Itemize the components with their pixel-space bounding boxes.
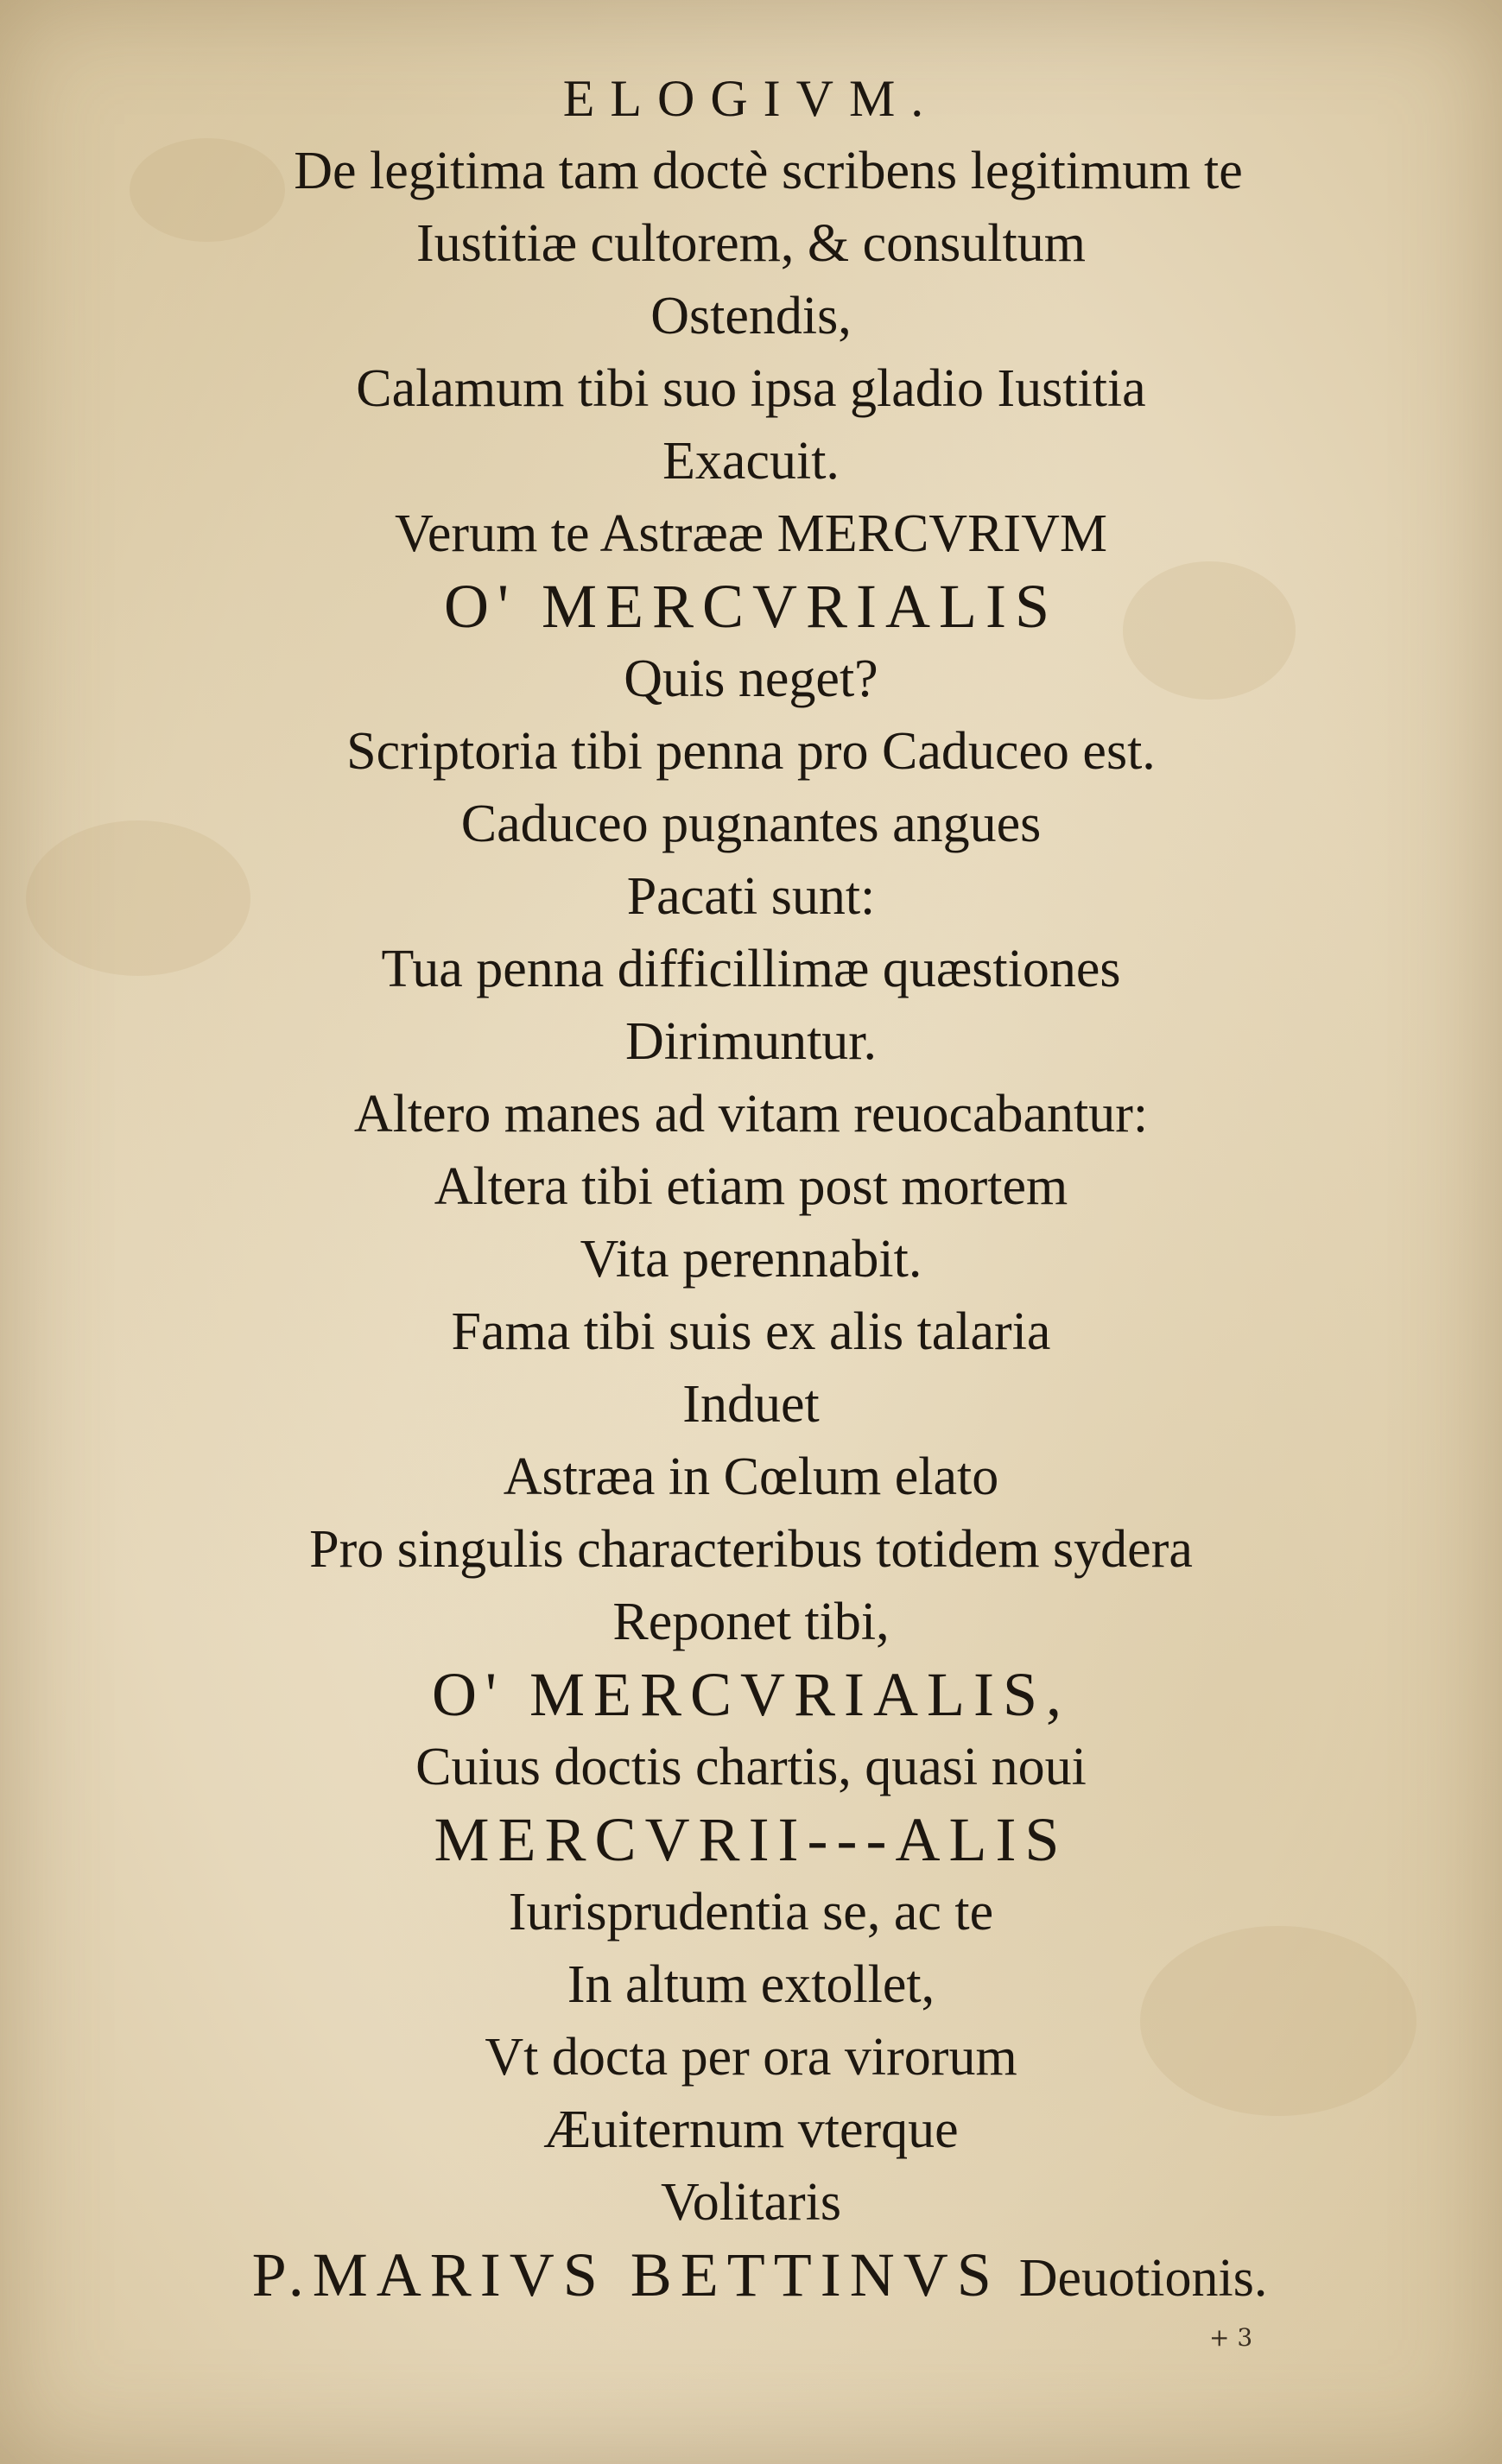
poem-line: Ostendis,: [650, 287, 852, 345]
poem-line: Calamum tibi suo ipsa gladio Iustitia: [356, 359, 1146, 418]
poem-text: [0, 62, 1502, 2311]
poem-line: Verum te Astrææ MERCVRIVM: [395, 504, 1107, 563]
signature: [0, 2239, 1502, 2311]
poem-line: Scriptoria tibi penna pro Caduceo est.: [346, 722, 1156, 781]
poem-title: ELOGIVM.: [562, 70, 940, 127]
poem-line-caps: MERCVRII---ALIS: [434, 1805, 1068, 1874]
poem-line: Iustitiæ cultorem, & consultum: [416, 214, 1086, 273]
poem-line: Fama tibi suis ex alis talaria: [451, 1302, 1051, 1361]
signature-suffix: Deuotionis.: [1018, 2249, 1268, 2308]
poem-line: Altero manes ad vitam reuocabantur:: [353, 1085, 1149, 1143]
poem-line: Iurisprudentia se, ac te: [508, 1883, 994, 1941]
poem-line: Reponet tibi,: [612, 1593, 890, 1651]
poem-line-caps: O' MERCVRIALIS,: [431, 1660, 1070, 1729]
poem-line: De legitima tam doctè scribens legitimum te: [294, 142, 1243, 200]
poem-line: Volitaris: [661, 2173, 841, 2232]
poem-line: Pacati sunt:: [626, 867, 876, 926]
poem-line: Induet: [682, 1375, 820, 1434]
poem-line: Vt docta per ora virorum: [485, 2028, 1017, 2087]
poem-line: Pro singulis characteribus totidem sydera: [309, 1520, 1193, 1579]
poem-line: Æuiternum vterque: [543, 2100, 959, 2159]
poem-line: Quis neget?: [624, 649, 878, 708]
poem-line: Vita perennabit.: [580, 1230, 922, 1289]
poem-line: Dirimuntur.: [624, 1012, 878, 1071]
poem-line: Altera tibi etiam post mortem: [434, 1157, 1068, 1216]
poem-line: Exacuit.: [662, 432, 840, 491]
poem-line: Astræa in Cœlum elato: [503, 1447, 999, 1506]
poem-line: In altum extollet,: [567, 1955, 935, 2014]
signature-name: P.MARIVS BETTINVS: [251, 2240, 1000, 2309]
signature-mark: + 3: [1209, 2323, 1253, 2352]
poem-line: Cuius doctis chartis, quasi noui: [415, 1738, 1087, 1796]
poem-line: Tua penna difficillimæ quæstiones: [381, 940, 1121, 998]
poem-line: Caduceo pugnantes angues: [460, 795, 1042, 853]
poem-line-caps: O' MERCVRIALIS: [443, 572, 1058, 641]
